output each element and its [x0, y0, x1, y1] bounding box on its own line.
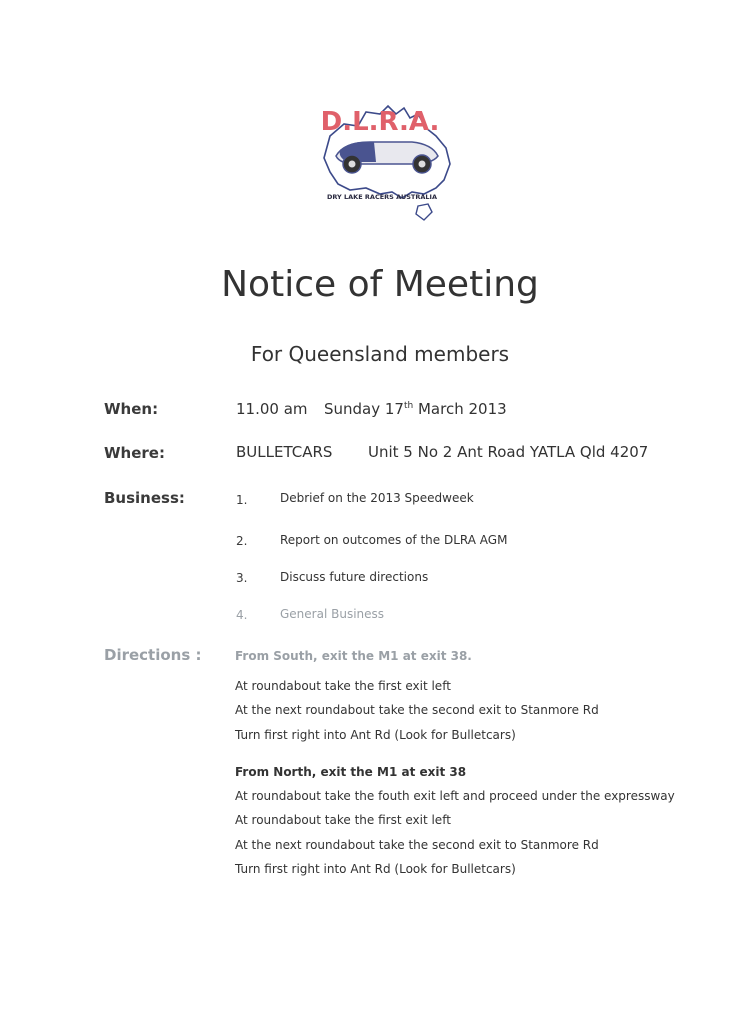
australia-map-logo-icon [300, 84, 460, 226]
when-time: 11.00 am [236, 400, 308, 418]
logo-initials: D.L.R.A. [320, 107, 440, 137]
business-item-number: 4. [236, 608, 248, 622]
when-label: When: [104, 400, 159, 418]
directions-step: At the next roundabout take the second exit to Stanmore Rd [235, 838, 599, 852]
where-label: Where: [104, 444, 165, 462]
directions-label: Directions : [104, 646, 202, 664]
when-date [324, 400, 507, 418]
page-subtitle: For Queensland members [250, 342, 510, 366]
business-item-text: Discuss future directions [280, 570, 429, 584]
directions-step: At roundabout take the fouth exit left and proceed under the expressway [235, 789, 675, 803]
business-item-text: Report on outcomes of the DLRA AGM [280, 533, 508, 547]
directions-north-heading: From North, exit the M1 at exit 38 [235, 765, 467, 779]
dlra-logo [300, 84, 460, 226]
when-month-year: March 2013 [413, 400, 507, 418]
directions-step: At roundabout take the first exit left [235, 813, 451, 827]
business-item-number: 3. [236, 571, 248, 585]
when-day: Sunday 17 [324, 400, 404, 418]
where-venue: BULLETCARS [236, 443, 333, 461]
directions-step: At the next roundabout take the second exit to Stanmore Rd [235, 703, 599, 717]
page-title: Notice of Meeting [221, 264, 539, 305]
when-ordinal: th [403, 401, 414, 411]
business-item-number: 2. [236, 534, 248, 548]
directions-south-heading: From South, exit the M1 at exit 38. [235, 649, 472, 663]
business-label: Business: [104, 489, 185, 507]
directions-step: Turn first right into Ant Rd (Look for Bulletcars) [235, 862, 516, 876]
directions-step: Turn first right into Ant Rd (Look for Bulletcars) [235, 728, 516, 742]
logo-caption: DRY LAKE RACERS AUSTRALIA [327, 193, 437, 201]
business-item-number: 1. [236, 493, 248, 507]
business-item-text: Debrief on the 2013 Speedweek [280, 491, 474, 505]
directions-step: At roundabout take the first exit left [235, 679, 451, 693]
business-item-text: General Business [280, 607, 385, 621]
where-address: Unit 5 No 2 Ant Road YATLA Qld 4207 [368, 443, 649, 461]
